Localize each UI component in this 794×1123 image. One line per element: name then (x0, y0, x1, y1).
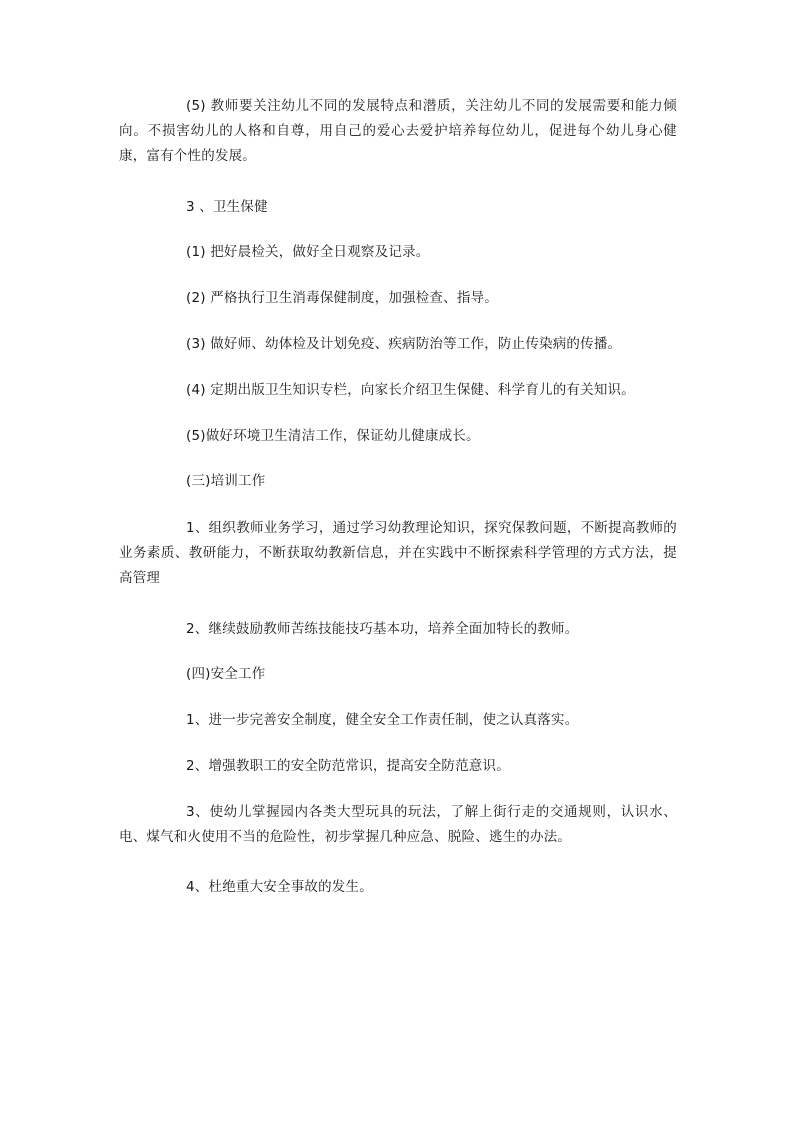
item-environment: (5)做好环境卫生清洁工作，保证幼儿健康成长。 (186, 428, 480, 444)
heading-training: (三)培训工作 (186, 473, 266, 489)
heading-safety: (四)安全工作 (186, 666, 266, 682)
paragraph-child-safety: 3、使幼儿掌握园内各类大型玩具的玩法，了解上街行走的交通规则，认识水、电、煤气和火使用不当的危险性，初步掌握几种应急、脱险、逃生的办法。 (119, 804, 677, 845)
item-health-column: (4) 定期出版卫生知识专栏，向家长介绍卫生保健、科学育儿的有关知识。 (186, 382, 635, 398)
item-morning-check: (1) 把好晨检关，做好全日观察及记录。 (186, 244, 430, 260)
paragraph-teacher-attention: (5) 教师要关注幼儿不同的发展特点和潜质，关注幼儿不同的发展需要和能力倾向。不损害幼儿的人格和自尊，用自己的爱心去爱护培养每位幼儿，促进每个幼儿身心健康，富有个性的发展。 (119, 98, 677, 164)
item-checkup-immunization: (3) 做好师、幼体检及计划免疫、疾病防治等工作，防止传染病的传播。 (186, 336, 622, 352)
item-safety-awareness: 2、增强教职工的安全防范常识，提高安全防范意识。 (186, 758, 510, 774)
heading-health-care: 3 、卫生保健 (186, 199, 268, 215)
item-disinfection: (2) 严格执行卫生消毒保健制度，加强检查、指导。 (186, 290, 498, 306)
paragraph-training-study: 1、组织教师业务学习，通过学习幼教理论知识，探究保教问题，不断提高教师的业务素质、教研能力，不断获取幼教新信息，并在实践中不断探索科学管理的方式方法，提高管理 (119, 520, 677, 586)
paragraph-training-skills: 2、继续鼓励教师苦练技能技巧基本功，培养全面加特长的教师。 (186, 621, 579, 637)
item-no-accidents: 4、杜绝重大安全事故的发生。 (186, 879, 373, 895)
item-safety-system: 1、进一步完善安全制度，健全安全工作责任制，使之认真落实。 (186, 712, 579, 728)
